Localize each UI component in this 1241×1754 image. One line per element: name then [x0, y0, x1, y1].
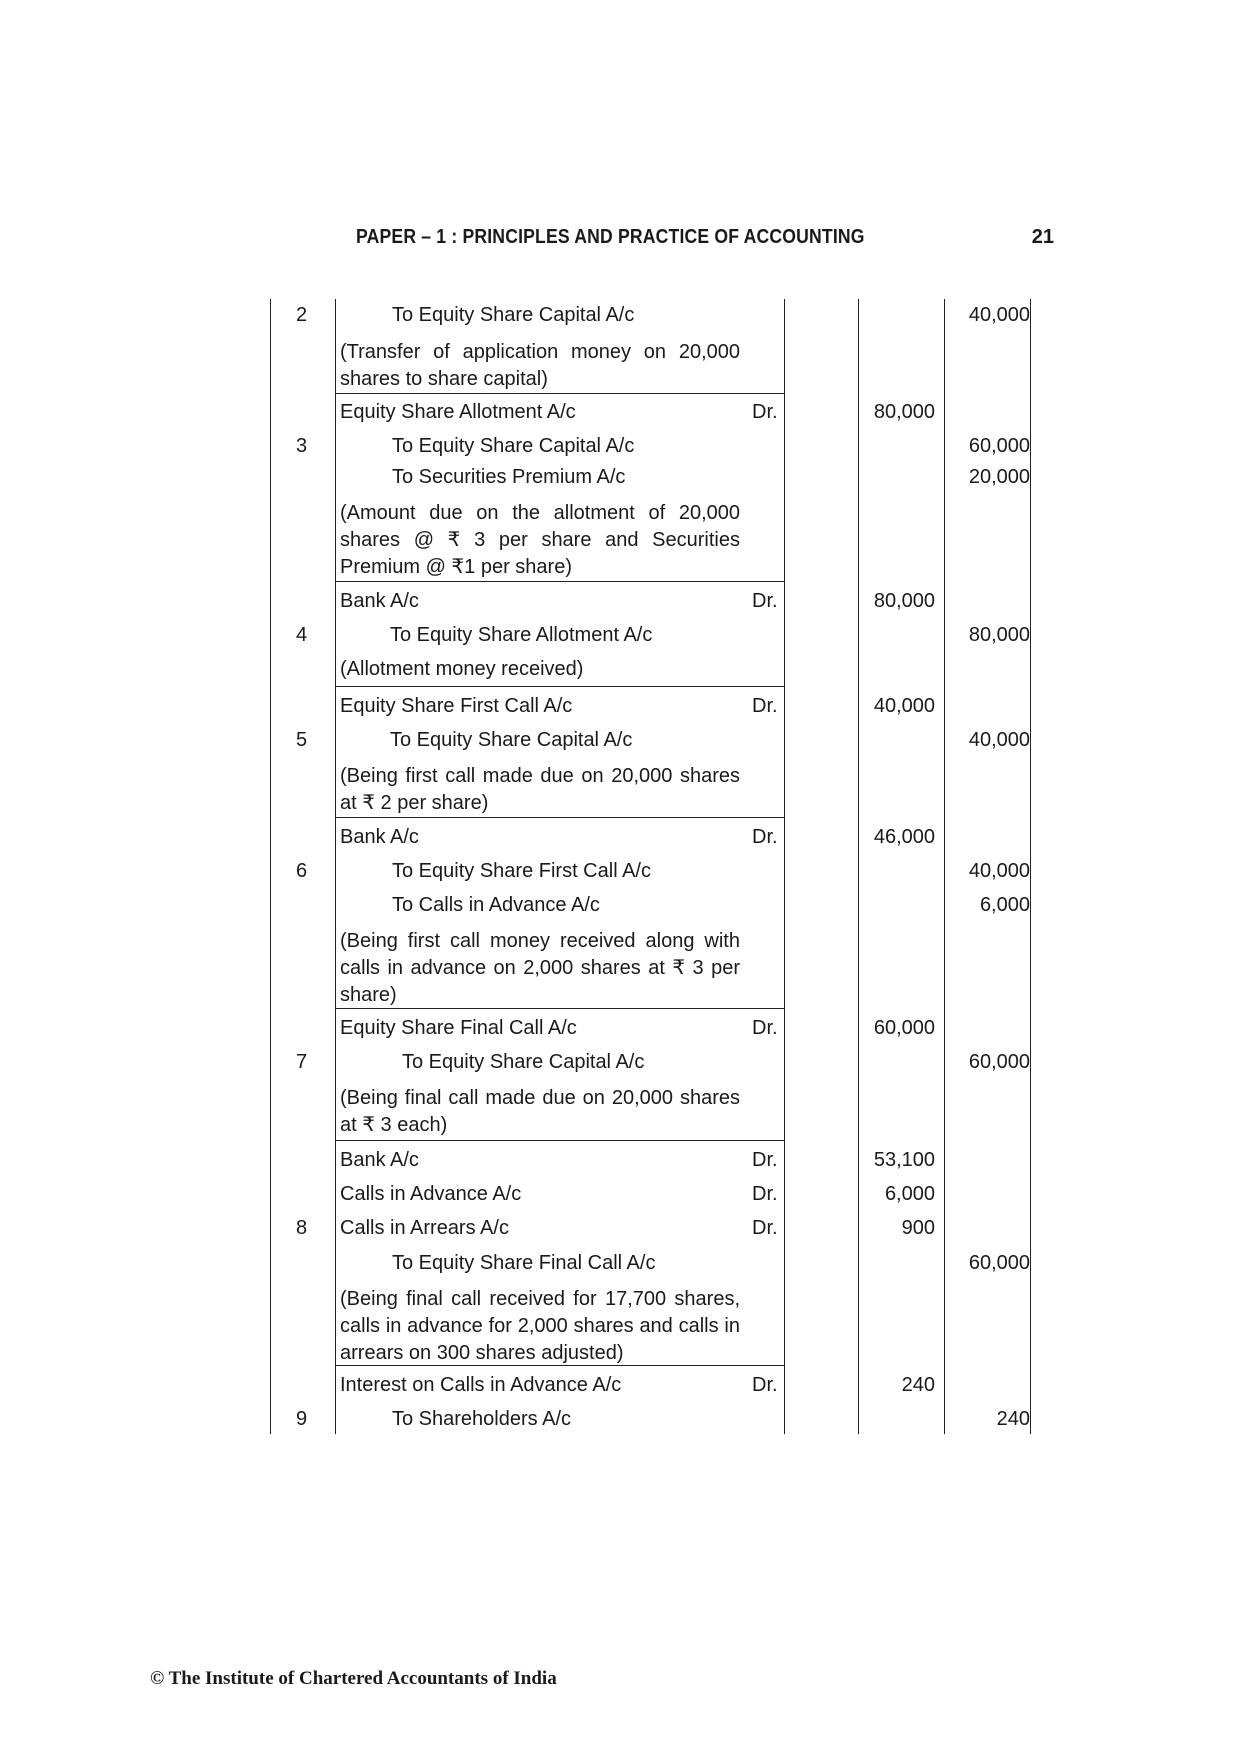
journal-line	[0, 695, 1241, 725]
credit-amount: 80,000	[968, 624, 1030, 646]
entry-number: 2	[296, 304, 308, 326]
debit-account: Equity Share First Call A/c	[340, 695, 573, 717]
credit-account: To Equity Share Capital A/c	[402, 1051, 645, 1073]
entry-separator	[335, 581, 784, 582]
debit-account: Bank A/c	[340, 1149, 419, 1171]
narration: (Transfer of application money on 20,000 shares to share capital)	[340, 341, 740, 390]
credit-account: To Equity Share Capital A/c	[392, 435, 635, 457]
journal-line	[0, 860, 1241, 890]
debit-amount: 40,000	[873, 695, 935, 717]
credit-amount: 40,000	[968, 729, 1030, 751]
entry-number: 8	[296, 1217, 308, 1239]
narration: (Being first call money received along with calls in advance on 2,000 shares at ₹ 3 per share)	[340, 930, 740, 1006]
journal-line	[0, 466, 1241, 496]
narration: (Being first call made due on 20,000 shares at ₹ 2 per share)	[340, 765, 740, 814]
credit-amount: 60,000	[968, 435, 1030, 457]
credit-amount: 60,000	[968, 1252, 1030, 1274]
debit-account: Equity Share Final Call A/c	[340, 1017, 577, 1039]
narration: (Allotment money received)	[340, 658, 584, 680]
entry-number: 5	[296, 729, 308, 751]
page-header-title: PAPER – 1 : PRINCIPLES AND PRACTICE OF ACCOUNTING	[356, 226, 865, 248]
entry-separator	[335, 1140, 784, 1141]
debit-amount: 53,100	[873, 1149, 935, 1171]
dr-marker: Dr.	[752, 1374, 778, 1396]
credit-amount: 20,000	[968, 466, 1030, 488]
credit-account: To Shareholders A/c	[392, 1408, 571, 1430]
debit-account: Equity Share Allotment A/c	[340, 401, 576, 423]
journal-line	[0, 826, 1241, 856]
debit-amount: 60,000	[873, 1017, 935, 1039]
credit-amount: 40,000	[968, 304, 1030, 326]
credit-amount: 240	[996, 1408, 1030, 1430]
dr-marker: Dr.	[752, 1017, 778, 1039]
journal-line	[0, 729, 1241, 759]
entry-number: 9	[296, 1408, 308, 1430]
journal-line	[0, 401, 1241, 431]
entry-separator	[335, 686, 784, 687]
entry-number: 4	[296, 624, 308, 646]
debit-account: Calls in Arrears A/c	[340, 1217, 509, 1239]
debit-amount: 46,000	[873, 826, 935, 848]
dr-marker: Dr.	[752, 1149, 778, 1171]
journal-line	[0, 590, 1241, 620]
entry-number: 3	[296, 435, 308, 457]
journal-line	[0, 1252, 1241, 1282]
debit-account: Bank A/c	[340, 590, 419, 612]
journal-line	[0, 1183, 1241, 1213]
debit-account: Bank A/c	[340, 826, 419, 848]
entry-number: 7	[296, 1051, 308, 1073]
credit-amount: 40,000	[968, 860, 1030, 882]
entry-separator	[335, 393, 784, 394]
dr-marker: Dr.	[752, 590, 778, 612]
debit-amount: 80,000	[873, 590, 935, 612]
credit-account: To Equity Share First Call A/c	[392, 860, 651, 882]
journal-line	[0, 304, 1241, 334]
credit-account: To Equity Share Capital A/c	[392, 304, 635, 326]
debit-account: Calls in Advance A/c	[340, 1183, 522, 1205]
credit-amount: 6,000	[979, 894, 1030, 916]
credit-account: To Equity Share Final Call A/c	[392, 1252, 656, 1274]
entry-number: 6	[296, 860, 308, 882]
debit-amount: 240	[901, 1374, 935, 1396]
entry-separator	[335, 817, 784, 818]
credit-amount: 60,000	[968, 1051, 1030, 1073]
journal-line	[0, 894, 1241, 924]
dr-marker: Dr.	[752, 1183, 778, 1205]
page-number: 21	[1031, 226, 1054, 248]
narration: (Being final call made due on 20,000 shares at ₹ 3 each)	[340, 1087, 740, 1136]
journal-line	[0, 1051, 1241, 1081]
dr-marker: Dr.	[752, 1217, 778, 1239]
credit-account: To Securities Premium A/c	[392, 466, 626, 488]
dr-marker: Dr.	[752, 826, 778, 848]
journal-line	[0, 624, 1241, 654]
journal-line	[0, 1374, 1241, 1404]
debit-amount: 6,000	[884, 1183, 935, 1205]
journal-line	[0, 435, 1241, 465]
narration: (Being final call received for 17,700 shares, calls in advance for 2,000 shares and calls in arrears on 300 shares adjusted)	[340, 1288, 740, 1364]
journal-line	[0, 1149, 1241, 1179]
journal-line	[0, 1408, 1241, 1438]
debit-amount: 900	[901, 1217, 935, 1239]
journal-line	[0, 1217, 1241, 1247]
dr-marker: Dr.	[752, 401, 778, 423]
debit-account: Interest on Calls in Advance A/c	[340, 1374, 622, 1396]
credit-account: To Equity Share Capital A/c	[390, 729, 633, 751]
journal-line	[0, 1017, 1241, 1047]
copyright-footer: © The Institute of Chartered Accountants of India	[150, 1668, 557, 1689]
dr-marker: Dr.	[752, 695, 778, 717]
narration: (Amount due on the allotment of 20,000 shares @ ₹ 3 per share and Securities Premium @ ₹1 per share)	[340, 502, 740, 578]
credit-account: To Calls in Advance A/c	[392, 894, 600, 916]
debit-amount: 80,000	[873, 401, 935, 423]
credit-account: To Equity Share Allotment A/c	[390, 624, 653, 646]
